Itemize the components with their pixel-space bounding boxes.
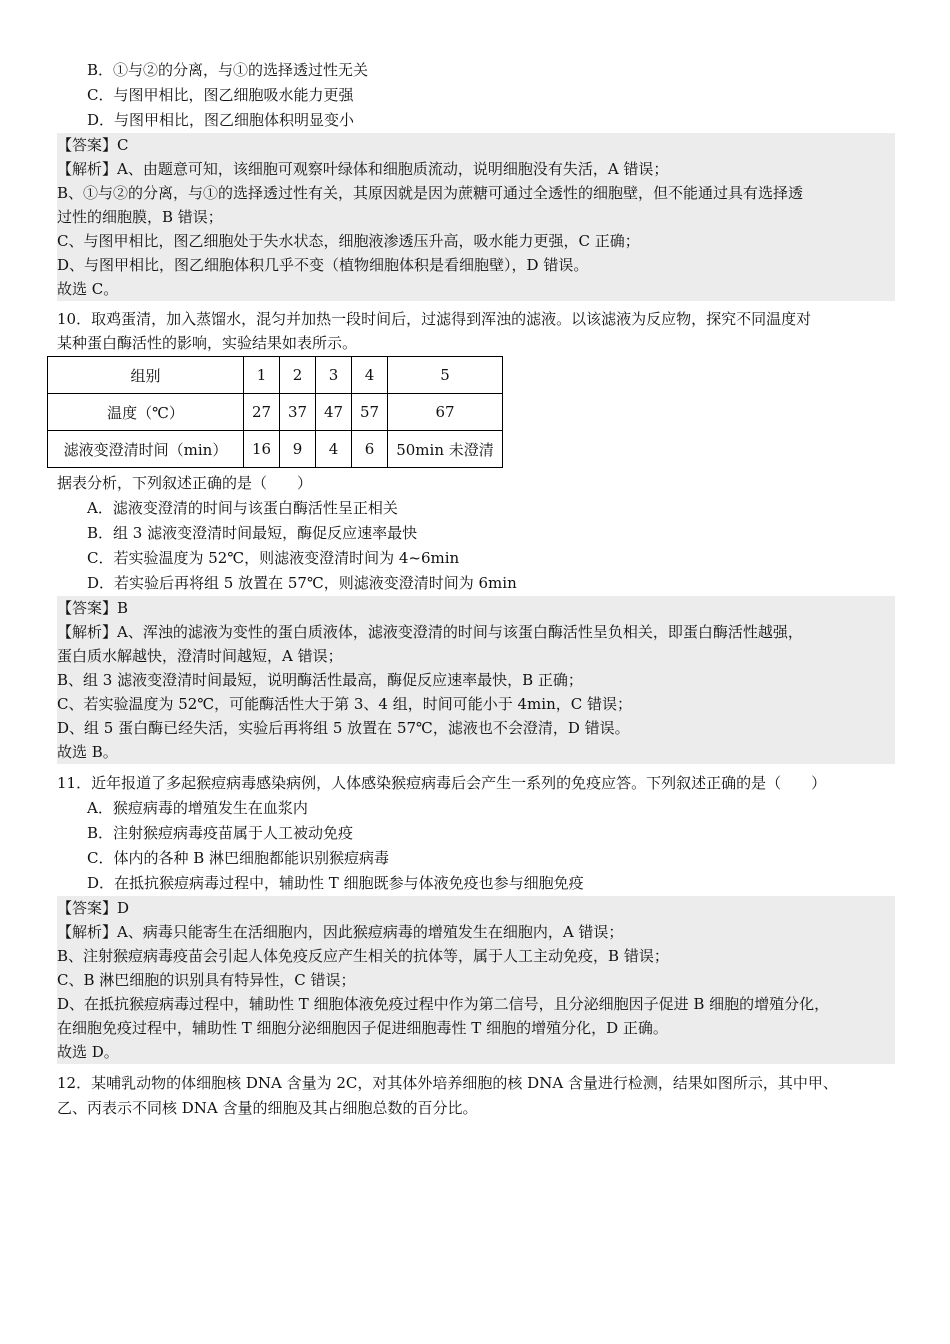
table-cell: 5: [388, 357, 503, 394]
q11-analysis-line: 在细胞免疫过程中，辅助性 T 细胞分泌细胞因子促进细胞毒性 T 细胞的增殖分化，D 正确。: [57, 1019, 668, 1037]
q10-analysis-line: 故选 B。: [57, 743, 118, 761]
q11-option-a: A．猴痘病毒的增殖发生在血浆内: [87, 799, 308, 817]
q10-analysis-line: 【解析】A、浑浊的滤液为变性的蛋白质液体，滤液变澄清的时间与该蛋白酶活性呈负相关，即蛋白酶活性越强，: [57, 623, 803, 641]
table-cell: 50min 未澄清: [388, 431, 503, 468]
q10-answer: 【答案】B: [57, 599, 129, 617]
table-cell: 37: [280, 394, 316, 431]
q10-question: 据表分析，下列叙述正确的是（ ）: [57, 474, 313, 492]
q10-data-table: [47, 356, 503, 468]
q9-option-c: C．与图甲相比，图乙细胞吸水能力更强: [87, 86, 354, 104]
q10-answer-block: [57, 596, 895, 764]
q9-analysis-line: B、①与②的分离，与①的选择透过性有关，其原因就是因为蔗糖可通过全透性的细胞壁，但不能通过具有选择透: [57, 184, 804, 202]
q9-analysis-line: 故选 C。: [57, 280, 119, 298]
q10-stem-line: 10．取鸡蛋清，加入蒸馏水，混匀并加热一段时间后，过滤得到浑浊的滤液。以该滤液为反应物，探究不同温度对: [57, 310, 812, 328]
q11-answer-block: [57, 896, 895, 1064]
table-cell: 温度（℃）: [48, 394, 244, 431]
q9-analysis-line: D、与图甲相比，图乙细胞体积几乎不变（植物细胞体积是看细胞壁），D 错误。: [57, 256, 589, 274]
table-cell: 1: [244, 357, 280, 394]
table-row: [48, 431, 503, 468]
q11-option-d: D．在抵抗猴痘病毒过程中，辅助性 T 细胞既参与体液免疫也参与细胞免疫: [87, 874, 584, 892]
q9-option-d: D．与图甲相比，图乙细胞体积明显变小: [87, 111, 355, 129]
q11-option-c: C．体内的各种 B 淋巴细胞都能识别猴痘病毒: [87, 849, 390, 867]
table-cell: 6: [352, 431, 388, 468]
q11-analysis-line: B、注射猴痘病毒疫苗会引起人体免疫反应产生相关的抗体等，属于人工主动免疫，B 错误；: [57, 947, 669, 965]
q9-option-b: B．①与②的分离，与①的选择透过性无关: [87, 61, 369, 79]
q11-analysis-line: 【解析】A、病毒只能寄生在活细胞内，因此猴痘病毒的增殖发生在细胞内，A 错误；: [57, 923, 624, 941]
table-cell: 67: [388, 394, 503, 431]
table-cell: 2: [280, 357, 316, 394]
q10-analysis-line: C、若实验温度为 52℃，可能酶活性大于第 3、4 组，时间可能小于 4min，C 错误；: [57, 695, 632, 713]
q11-analysis-line: C、B 淋巴细胞的识别具有特异性，C 错误；: [57, 971, 356, 989]
table-cell: 27: [244, 394, 280, 431]
q9-analysis-line: C、与图甲相比，图乙细胞处于失水状态，细胞液渗透压升高，吸水能力更强，C 正确；: [57, 232, 640, 250]
q9-analysis-line: 过性的细胞膜，B 错误；: [57, 208, 223, 226]
q10-analysis-line: 蛋白质水解越快，澄清时间越短，A 错误；: [57, 647, 343, 665]
table-cell: 9: [280, 431, 316, 468]
q10-analysis-line: D、组 5 蛋白酶已经失活，实验后再将组 5 放置在 57℃，滤液也不会澄清，D 错误。: [57, 719, 630, 737]
q10-option-d: D．若实验后再将组 5 放置在 57℃，则滤液变澄清时间为 6min: [87, 574, 517, 592]
q10-option-c: C．若实验温度为 52℃，则滤液变澄清时间为 4~6min: [87, 549, 460, 567]
q11-analysis-line: D、在抵抗猴痘病毒过程中，辅助性 T 细胞体液免疫过程中作为第二信号，且分泌细胞因子促进 B 细胞的增殖分化，: [57, 995, 830, 1013]
table-row: [48, 394, 503, 431]
q11-option-b: B．注射猴痘病毒疫苗属于人工被动免疫: [87, 824, 354, 842]
q9-answer: 【答案】C: [57, 136, 129, 154]
q10-stem-line: 某种蛋白酶活性的影响，实验结果如表所示。: [57, 334, 358, 352]
q10-analysis-line: B、组 3 滤液变澄清时间最短，说明酶活性最高，酶促反应速率最快，B 正确；: [57, 671, 583, 689]
table-cell: 16: [244, 431, 280, 468]
table-cell: 57: [352, 394, 388, 431]
q10-option-a: A．滤液变澄清的时间与该蛋白酶活性呈正相关: [87, 499, 398, 517]
table-cell: 滤液变澄清时间（min）: [48, 431, 244, 468]
q12-stem-line: 乙、丙表示不同核 DNA 含量的细胞及其占细胞总数的百分比。: [57, 1099, 478, 1117]
table-cell: 4: [316, 431, 352, 468]
table-cell: 组别: [48, 357, 244, 394]
table-cell: 4: [352, 357, 388, 394]
table-cell: 3: [316, 357, 352, 394]
q12-stem-line: 12．某哺乳动物的体细胞核 DNA 含量为 2C，对其体外培养细胞的核 DNA 含量进行检测，结果如图所示，其中甲、: [57, 1074, 838, 1092]
q11-stem: 11．近年报道了多起猴痘病毒感染病例，人体感染猴痘病毒后会产生一系列的免疫应答。下列叙述正确的是（ ）: [57, 774, 827, 792]
q9-analysis-line: 【解析】A、由题意可知，该细胞可观察叶绿体和细胞质流动，说明细胞没有失活，A 错误；: [57, 160, 669, 178]
q11-answer: 【答案】D: [57, 899, 130, 917]
q10-option-b: B．组 3 滤液变澄清时间最短，酶促反应速率最快: [87, 524, 418, 542]
q9-answer-block: [57, 133, 895, 301]
table-row: [48, 357, 503, 394]
q11-analysis-line: 故选 D。: [57, 1043, 119, 1061]
table-cell: 47: [316, 394, 352, 431]
